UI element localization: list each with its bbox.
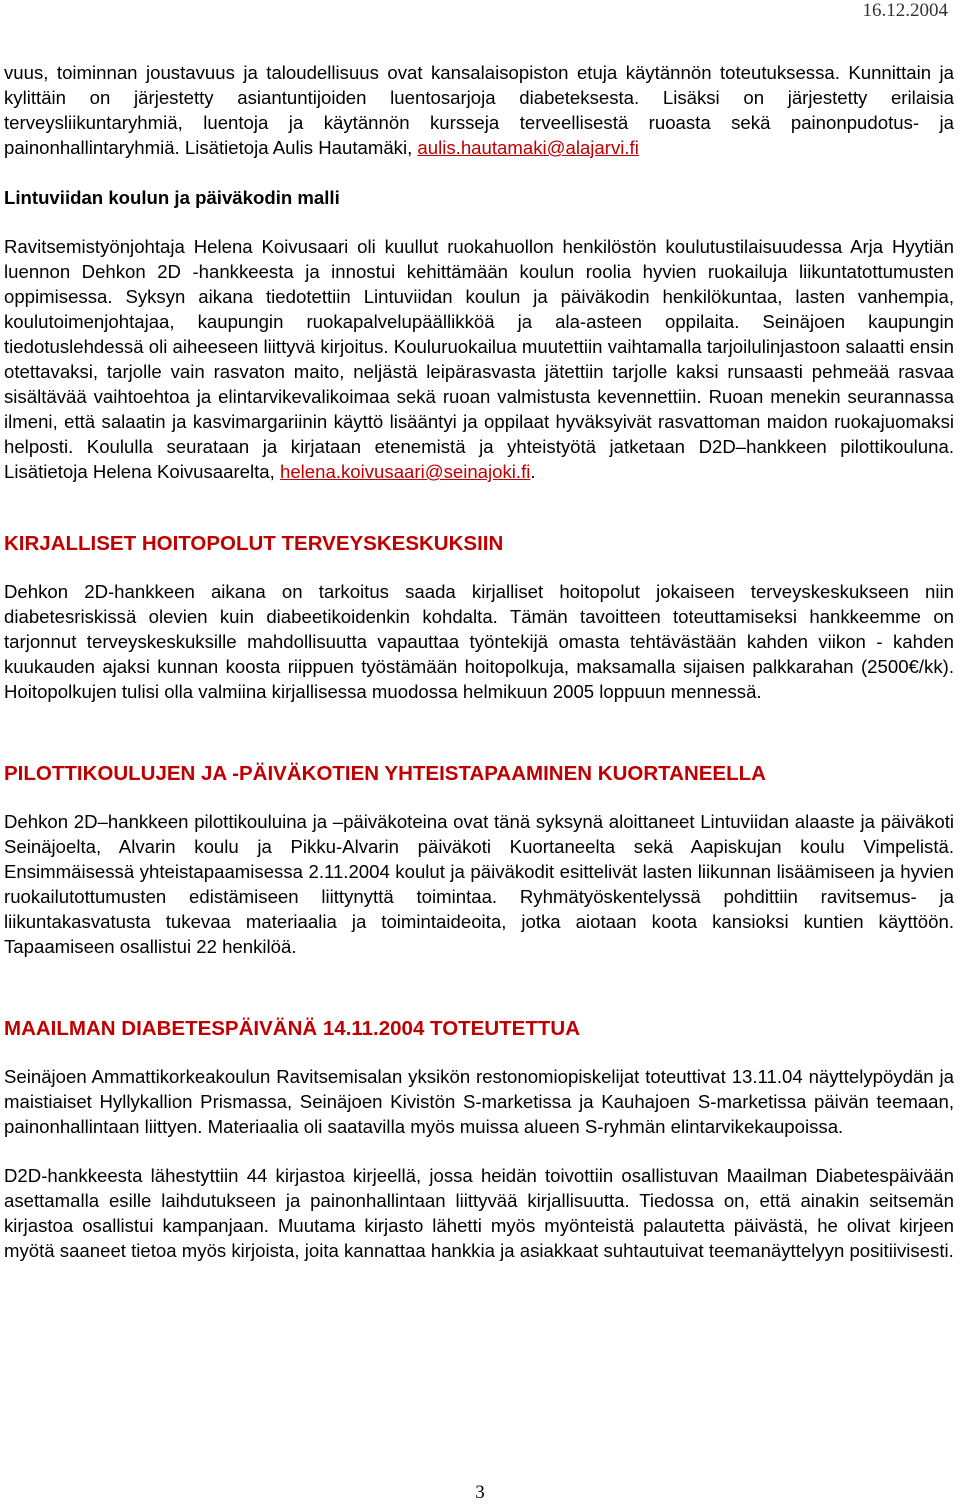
maailman-paragraph-1: Seinäjoen Ammattikorkeakoulun Ravitsemisalan yksikön restonomiopiskelijat toteuttivat 13.11.04 näyttelypöydän ja maistiaiset Hyllykallion Prismassa, Seinäjoen Kivistön S-marketissa ja Kauhajoen S-marketissa päivän teemaan, painonhallintaan liittyen. Materiaalia oli saatavilla myös muissa alueen S-ryhmän elintarvikekaupoissa. [4,1066,954,1137]
header-date: 16.12.2004 [862,0,948,21]
lintuviita-paragraph [4,234,954,484]
email-link-koivusaari[interactable]: helena.koivusaari@seinajoki.fi [279,461,531,482]
hoitopolut-paragraph: Dehkon 2D-hankkeen aikana on tarkoitus saada kirjalliset hoitopolut jokaiseen terveyskeskukseen niin diabetesriskissä olevien kuin diabeetikoidenkin kohdalta. Tämän tavoitteen toteuttamiseksi hankkeemme on tarjonnut terveyskeskuksille mahdollisuutta vapauttaa työntekijä omasta tehtävästään kahden viikon - kahden kuukauden ajaksi kunnan koosta riippuen työstämään hoitopolkuja, maksamalla sijaisen palkkarahan (2500€/kk). Hoitopolkujen tulisi olla valmiina kirjallisessa muodossa helmikuun 2005 loppuun mennessä. [4,581,954,702]
lintuviita-text: Ravitsemistyönjohtaja Helena Koivusaari oli kuullut ruokahuollon henkilöstön koulutustilaisuudessa Arja Hyytiän luennon Dehkon 2D -hankkeesta ja innostui kehittämään koulun roolia hyvien ruokailuja liikuntatottumusten oppimisessa. Syksyn aikana tiedotettiin Lintuviidan koulun ja päiväkodin henkilökuntaa, lasten vanhempia, koulutoimenjohtajaa, kaupungin ruokapalvelupäällikköä ja ala-asteen oppilaita. Seinäjoen kaupungin tiedotuslehdessä oli aiheeseen liittyvä kirjoitus. Kouluruokailua muutettiin vaihtamalla tarjoilulinjastoon salaatti ensin otettavaksi, tarjolle vain rasvaton maito, neljästä leipärasvasta jätettiin tarjolle kaksi runsaasti pehmeää rasvaa sisältävää vaihtoehtoa ja elintarvikevalikoimaa sekä ruoan valmistusta kevennettiin. Ruoan menekin seurannassa ilmeni, että salaatin ja kasvimargariinin käyttö lisääntyi ja oppilaat hyväksyivät rasvattoman maidon ruokajuomaksi helposti. Koululla seurataan ja kirjataan etenemistä ja yhteistyötä jatketaan D2D–hankkeen pilottikouluna. Lisätietoja Helena Koivusaarelta, [4,236,954,482]
lintuviita-email-suffix: . [530,461,536,482]
page-number: 3 [475,1482,485,1503]
email-link-hautamaki[interactable]: aulis.hautamaki@alajarvi.fi [417,137,639,158]
intro-text: vuus, toiminnan joustavuus ja taloudellisuus ovat kansalaisopiston etuja käytännön toteutuksessa. Kunnittain ja kylittäin on järjestetty asiantuntijoiden luentosarjoja diabeteksesta. Lisäksi on järjestetty erilaisia terveysliikuntaryhmiä, luentoja ja käytännön kursseja terveellisestä ruoasta sekä painonpudotus- ja painonhallintaryhmiä. Lisätietoja Aulis Hautamäki, [4,62,954,158]
intro-paragraph [4,60,954,160]
lintuviita-heading: Lintuviidan koulun ja päiväkodin malli [4,187,340,208]
hoitopolut-heading: KIRJALLISET HOITOPOLUT TERVEYSKESKUKSIIN [4,532,504,555]
maailman-heading: MAAILMAN DIABETESPÄIVÄNÄ 14.11.2004 TOTEUTETTUA [4,1017,581,1040]
page-content [4,60,954,1263]
pilotti-paragraph: Dehkon 2D–hankkeen pilottikouluina ja –päiväkoteina ovat tänä syksynä aloittaneet Lintuviidan alaaste ja päiväkoti Seinäjoelta, Alvarin koulu ja Pikku-Alvarin päiväkoti Kuortaneelta sekä Aapiskujan koulu Vimpelistä. Ensimmäisessä yhteistapaamisessa 2.11.2004 koulut ja päiväkodit esittelivät lasten liikunnan lisäämiseen ja hyvien ruokailutottumusten edistämiseen liittynyttä toimintaa. Ryhmätyöskentelyssä pohdittiin ravitsemus- ja liikuntakasvatusta tukevaa materiaalia ja toimintaideoita, jotka aiotaan koota kansioksi kuntien käyttöön. Tapaamiseen osallistui 22 henkilöä. [4,811,954,957]
maailman-paragraph-2: D2D-hankkeesta lähestyttiin 44 kirjastoa kirjeellä, jossa heidän toivottiin osallistuvan Maailman Diabetespäivään asettamalla esille laihdutukseen ja painonhallintaan liittyvää kirjallisuutta. Tiedossa on, että ainakin seitsemän kirjastoa osallistui kampanjaan. Muutama kirjasto lähetti myös myönteistä palautetta päivästä, he olivat kirjeen myötä saaneet tietoa myös kirjoista, joita kannattaa hankkia ja asiakkaat suhtautuivat teemanäyttelyyn positiivisesti. [4,1165,954,1261]
pilotti-heading: PILOTTIKOULUJEN JA -PÄIVÄKOTIEN YHTEISTAPAAMINEN KUORTANEELLA [4,762,766,785]
